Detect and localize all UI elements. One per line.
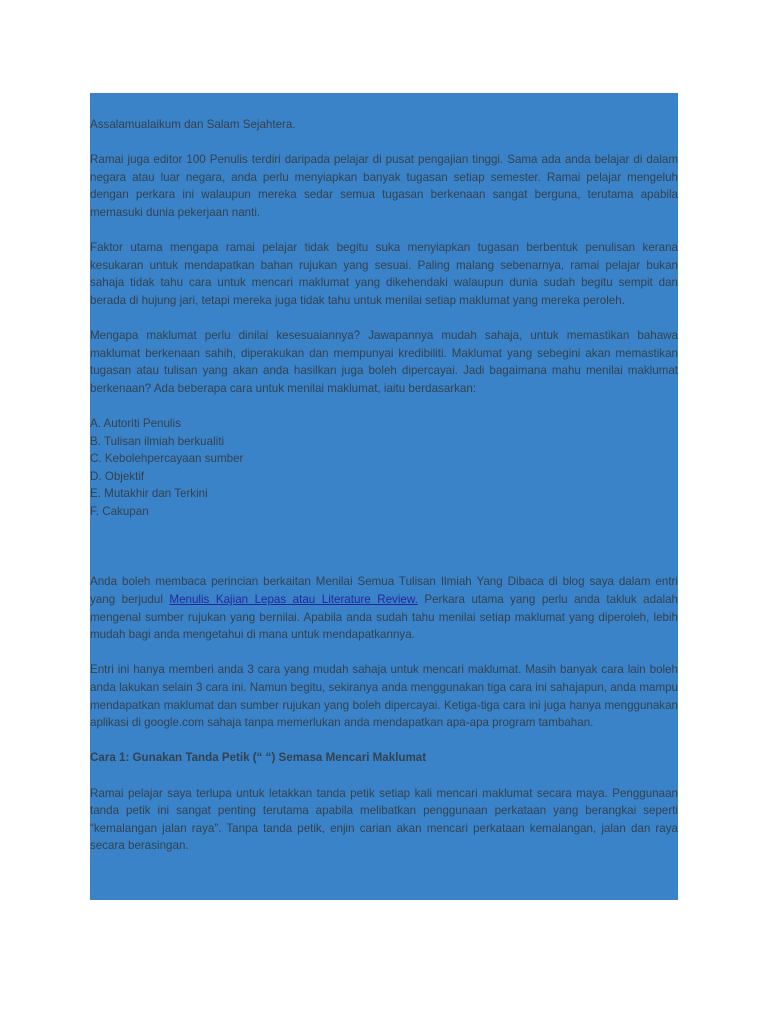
paragraph-intro: Ramai juga editor 100 Penulis terdiri daripada pelajar di pusat pengajian tinggi. Sama ada anda belajar di dalam negara atau luar negara, anda perlu menyiapkan banyak tugasan setiap semester. Ramai pelajar mengeluh dengan perkara ini walaupun mereka sedar semua tugasan berkenaan sangat berguna, terutama apabila memasuki dunia pekerjaan nanti. — [90, 153, 678, 219]
criteria-list — [90, 415, 678, 521]
list-item: F. Cakupan — [90, 505, 149, 519]
list-item: D. Objektif — [90, 469, 145, 483]
paragraph-reference-before: Anda boleh membaca perincian berkaitan Menilai Semua Tulisan Ilmiah Yang Dibaca di blog saya dalam entri yang berjudul — [90, 575, 678, 607]
list-item: E. Mutakhir dan Terkini — [90, 487, 208, 501]
greeting: Assalamualaikum dan Salam Sejahtera. — [90, 118, 296, 131]
paragraph-three-ways: Entri ini hanya memberi anda 3 cara yang mudah sahaja untuk mencari maklumat. Masih banyak cara lain boleh anda lakukan selain 3 cara ini. Namun begitu, sekiranya anda menggunakan tiga cara ini sahajapun, anda mampu mendapatkan maklumat dan sumber rujukan yang boleh dipercayai. Ketiga-tiga cara ini juga hanya menggunakan aplikasi di google.com sahaja tanpa memerlukan anda mendapatkan apa-apa program tambahan. — [90, 663, 678, 730]
document-body — [90, 116, 678, 873]
paragraph-why-evaluate: Mengapa maklumat perlu dinilai kesesuaiannya? Jawapannya mudah sahaja, untuk memastikan bahawa maklumat berkenaan sahih, diperakukan dan mempunyai kredibiliti. Maklumat yang sebegini akan memastikan tugasan atau tulisan yang akan anda hasilkan juga boleh dipercayai. Jadi bagaimana mahu menilai maklumat berkenaan? Ada beberapa cara untuk menilai maklumat, iaitu berdasarkan: — [90, 329, 678, 395]
paragraph-quote-marks: Ramai pelajar saya terlupa untuk letakkan tanda petik setiap kali mencari maklumat secara maya. Penggunaan tanda petik ini sangat penting terutama apabila melibatkan penggunaan perkataan yang berangkai seperti “kemalangan jalan raya”. Tanpa tanda petik, enjin carian akan mencari perkataan kemalangan, jalan dan raya secara berasingan. — [90, 786, 678, 853]
list-item: C. Kebolehpercayaan sumber — [90, 452, 244, 466]
paragraph-factor: Faktor utama mengapa ramai pelajar tidak begitu suka menyiapkan tugasan berbentuk penulisan kerana kesukaran untuk mendapatkan bahan rujukan yang sesuai. Paling malang sebenarnya, ramai pelajar bukan sahaja tidak tahu cara untuk mencari maklumat yang dikehendaki walaupun dunia sudah begitu sempit dan berada di hujung jari, tetapi mereka juga tidak tahu untuk menilai setiap maklumat yang mereka peroleh. — [90, 241, 678, 307]
list-item: B. Tulisan ilmiah berkualiti — [90, 434, 225, 448]
paragraph-reference — [90, 573, 678, 643]
document-page — [90, 93, 678, 900]
literature-review-link[interactable]: Menulis Kajian Lepas atau Literature Review. — [169, 593, 418, 607]
section-heading: Cara 1: Gunakan Tanda Petik (“ “) Semasa Mencari Maklumat — [90, 751, 427, 765]
paragraph-reference-after: Perkara utama yang perlu anda takluk adalah mengenal sumber rujukan yang bernilai. Apabila anda sudah tahu menilai setiap maklumat yang diperoleh, lebih mudah bagi anda mengetahui di mana untuk mendapatkannya. — [90, 593, 678, 642]
list-item: A. Autoriti Penulis — [90, 417, 181, 431]
